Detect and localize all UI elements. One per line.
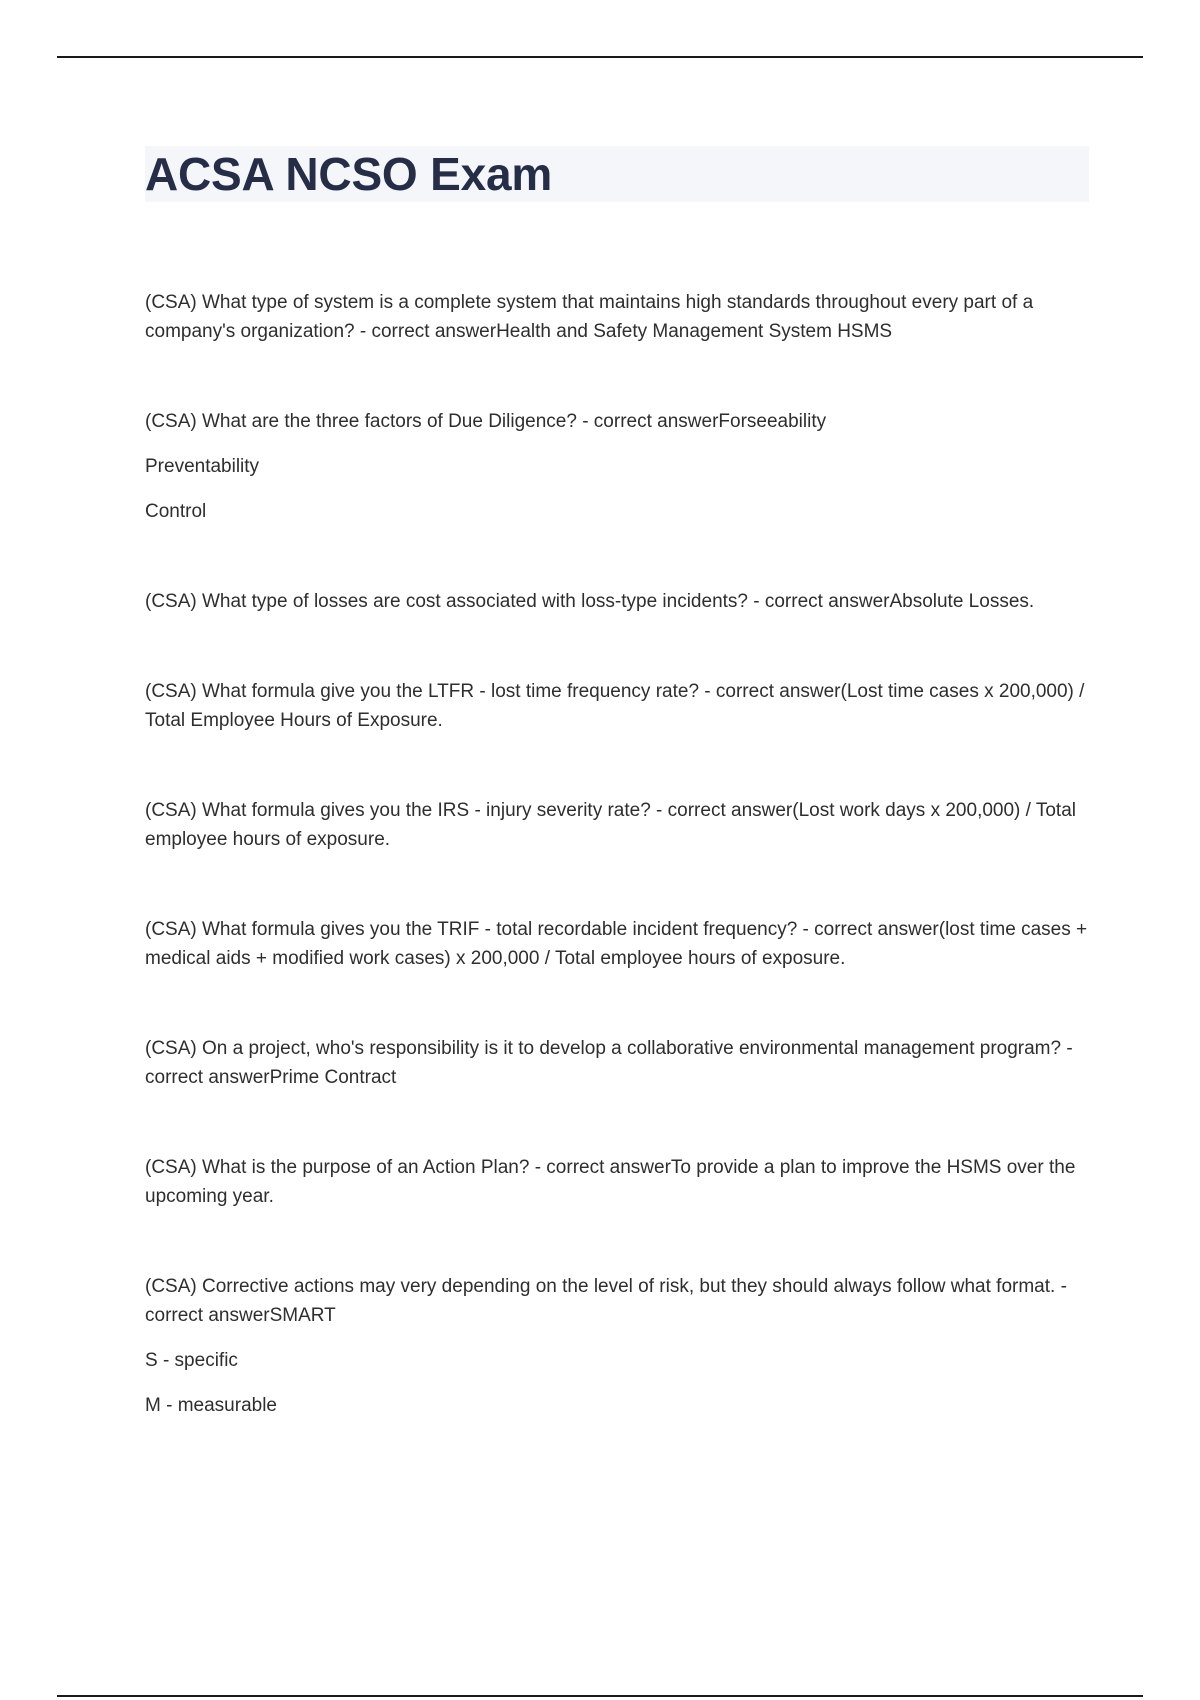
qa-text: (CSA) What are the three factors of Due Diligence? - correct answerForseeability	[145, 411, 827, 432]
qa-text: (CSA) What type of system is a complete system that maintains high standards throughout every part of a company's organization? - correct answerHealth and Safety Management System HSMS	[145, 292, 1034, 342]
qa-item	[145, 796, 1089, 854]
qa-list	[145, 288, 1089, 1420]
qa-item	[145, 587, 1089, 616]
qa-item	[145, 407, 1089, 526]
qa-text: (CSA) What formula gives you the IRS - injury severity rate? - correct answer(Lost work days x 200,000) / Total employee hours of exposure.	[145, 800, 1076, 850]
qa-answer-line: Preventability	[145, 456, 260, 477]
qa-answer-line: S - specific	[145, 1350, 238, 1371]
qa-item	[145, 288, 1089, 346]
document-body	[145, 146, 1089, 1481]
qa-item	[145, 677, 1089, 735]
page-title: ACSA NCSO Exam	[145, 148, 553, 200]
qa-item	[145, 1034, 1089, 1092]
qa-answer-line: M - measurable	[145, 1395, 277, 1416]
title-banner	[145, 146, 1089, 202]
qa-text: (CSA) On a project, who's responsibility is it to develop a collaborative environmental management program? - correct answerPrime Contract	[145, 1038, 1073, 1088]
qa-text: (CSA) Corrective actions may very depending on the level of risk, but they should always follow what format. - correct answerSMART	[145, 1276, 1067, 1326]
qa-answer-line: Control	[145, 501, 207, 522]
top-divider	[57, 56, 1143, 58]
bottom-divider	[57, 1695, 1143, 1697]
qa-item	[145, 915, 1089, 973]
qa-item	[145, 1153, 1089, 1211]
qa-text: (CSA) What type of losses are cost associated with loss-type incidents? - correct answerAbsolute Losses.	[145, 591, 1035, 612]
qa-item	[145, 1272, 1089, 1420]
qa-text: (CSA) What formula give you the LTFR - lost time frequency rate? - correct answer(Lost time cases x 200,000) / Total Employee Hours of Exposure.	[145, 681, 1085, 731]
qa-text: (CSA) What formula gives you the TRIF - total recordable incident frequency? - correct answer(lost time cases + medical aids + modified work cases) x 200,000 / Total employee hours of exposure.	[145, 919, 1088, 969]
qa-text: (CSA) What is the purpose of an Action Plan? - correct answerTo provide a plan to improve the HSMS over the upcoming year.	[145, 1157, 1076, 1207]
